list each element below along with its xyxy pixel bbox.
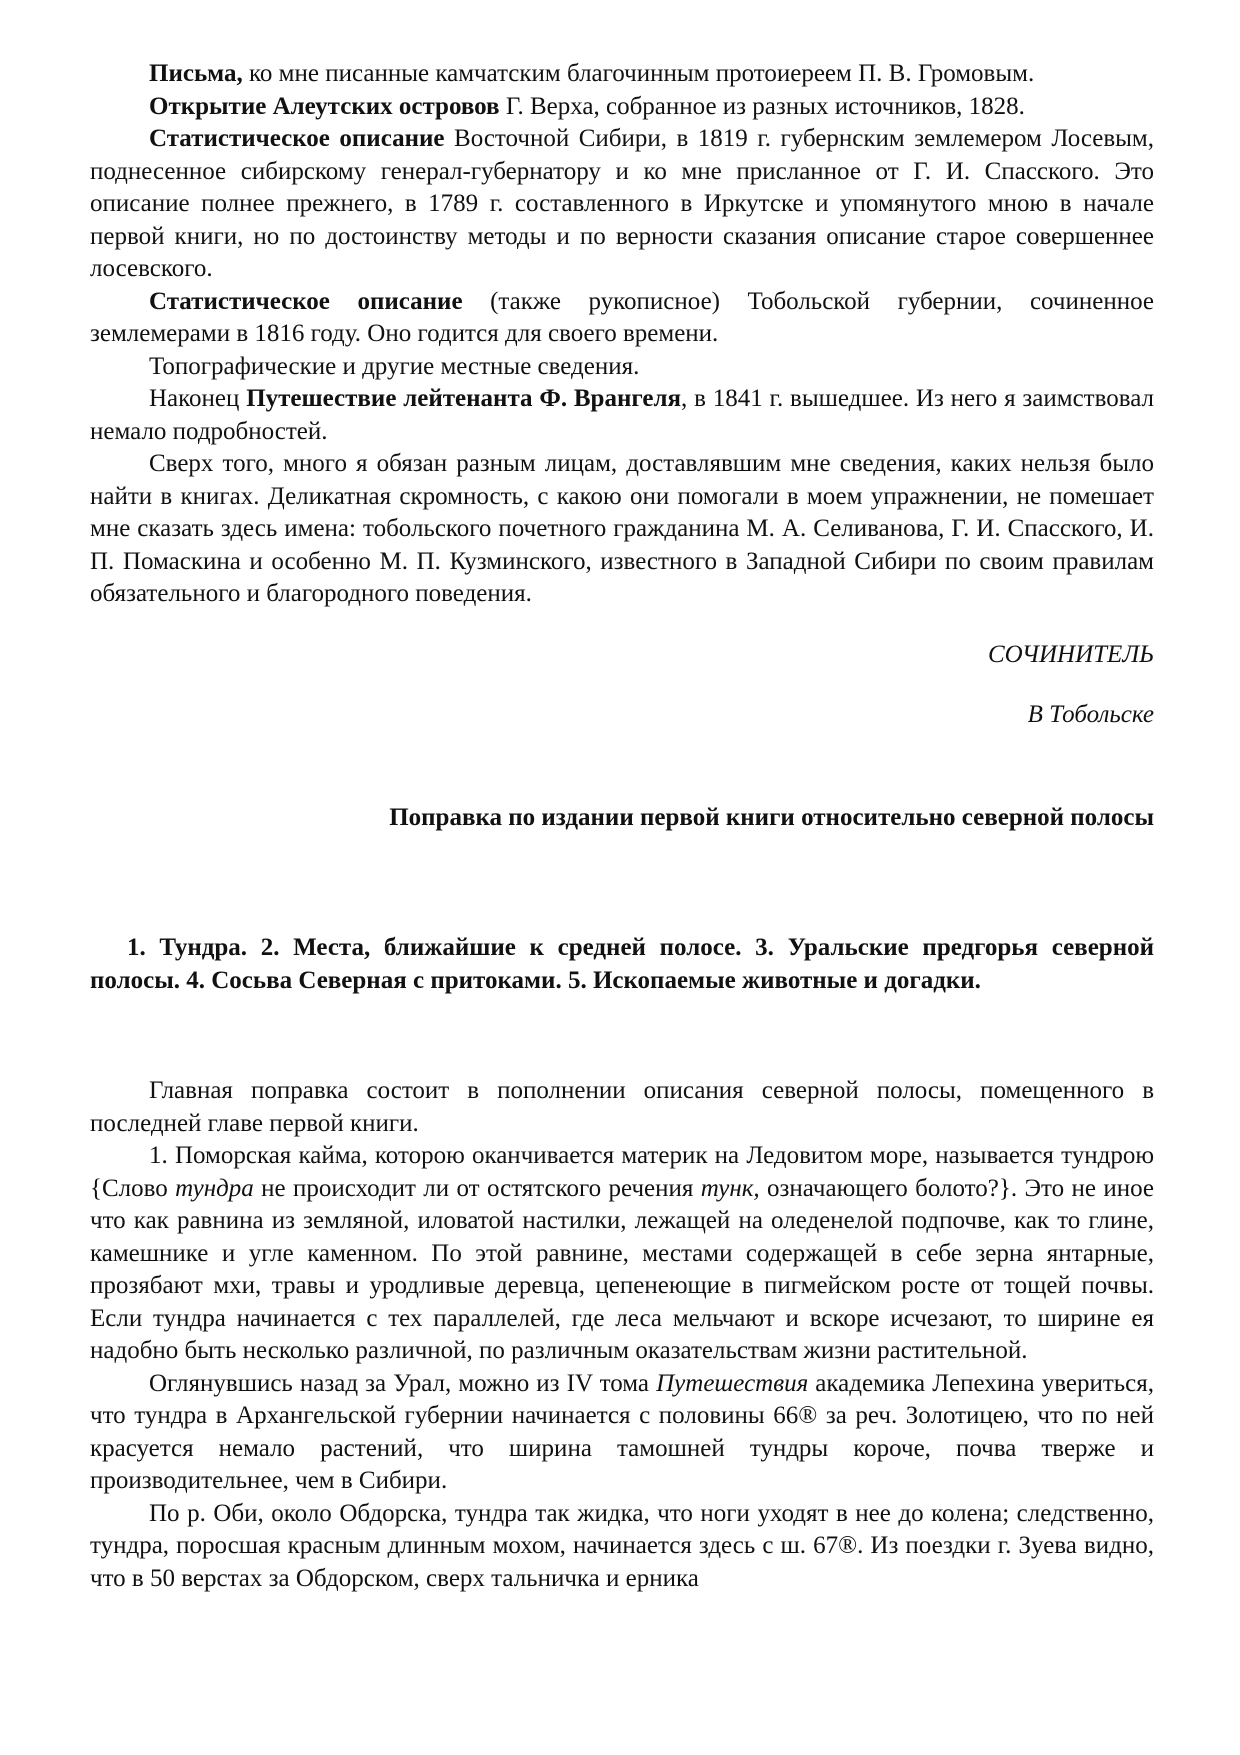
paragraph-tobolsk: Статистическое описание (также рукописное) Тобольской губернии, сочиненное землемерами в 1816 году. Оно годится для своего времени.: [90, 287, 1154, 347]
bold-phrase: Статистическое описание: [149, 287, 463, 315]
paragraph-tundra: 1. Поморская кайма, которою оканчивается материк на Ледовитом море, называется тундрою {Слово тундра не происходит ли от остятского речения тунк, означающего болото?}. Это не иное что как равнина из земляной, иловатой настилки, лежащей на оледенелой подпочве, как то глине, камешнике и угле каменном. По этой равнине, местами содержащей в себе зерна янтарные, прозябают мхи, травы и уродливые деревца, цепенеющие в пигмейском росте от тощей почвы. Если тундра начинается с тех параллелей, где леса мельчают и вскоре исчезают, то ширине ея надобно быть несколько различной, по различным оказательствам жизни растительной.: [90, 1142, 1154, 1364]
document-page: [90, 58, 1154, 1595]
bold-phrase: Путешествие лейтенанта Ф. Врангеля: [246, 385, 682, 412]
paragraph-lepekhin: Оглянувшись назад за Урал, можно из IV тома Путешествия академика Лепехина увериться, что тундра в Архангельской губернии начинается с половины 66® за реч. Золотицею, что по ней красуется немало растений, что ширина тамошней тундры короче, почва тверже и производительнее, чем в Сибири.: [90, 1369, 1154, 1494]
italic-word: тунк,: [700, 1174, 760, 1202]
paragraph-thanks: Сверх того, много я обязан разным лицам, доставлявшим мне сведения, каких нельзя было найти в книгах. Деликатная скромность, с какою они помогали в моем упражнении, не помешает мне сказать здесь имена: тобольского почетного гражданина М. А. Селиванова, Г. И. Спасского, И. П. Помаскина и особенно М. П. Кузминского, известного в Западной Сибири по своим правилам обязательного и благородного поведения.: [90, 450, 1154, 607]
paragraph-ob-river: По р. Оби, около Обдорска, тундра так жидка, что ноги уходят в нее до колена; следственно, тундра, поросшая красным длинным мохом, начинается здесь с ш. 67®. Из поездки г. Зуева видно, что в 50 верстах за Обдорском, сверх тальничка и ерника: [90, 1499, 1154, 1592]
paragraph-aleutian: Открытие Алеутских островов Г. Верха, собранное из разных источников, 1828.: [149, 92, 1025, 120]
paragraph-wrangel: Наконец Путешествие лейтенанта Ф. Врангеля, в 1841 г. вышедшее. Из него я заимствовал немало подробностей.: [90, 385, 1154, 445]
paragraph-main-correction: Главная поправка состоит в пополнении описания северной полосы, помещенного в последней главе первой книги.: [90, 1077, 1154, 1137]
signature-place: В Тобольске: [1027, 701, 1154, 728]
italic-word: тундра: [175, 1174, 254, 1202]
bold-phrase: Письма,: [149, 60, 243, 87]
section-subheading: 1. Тундра. 2. Места, ближайшие к средней полосе. 3. Уральские предгорья северной полосы. 4. Сосьва Северная с притоками. 5. Ископаемые животные и догадки.: [90, 934, 1154, 994]
signature-author: СОЧИНИТЕЛЬ: [987, 640, 1154, 668]
italic-title: Путешествия: [656, 1369, 809, 1397]
bold-phrase: Статистическое описание: [149, 125, 445, 152]
paragraph-letters: Письма, ко мне писанные камчатским благочинным протоиереем П. В. Громовым.: [149, 60, 1035, 87]
section-heading: Поправка по издании первой книги относительно северной полосы: [389, 803, 1154, 831]
paragraph-east-siberia: Статистическое описание Восточной Сибири, в 1819 г. губернским землемером Лосевым, поднесенное сибирскому генерал-губернатору и ко мне присланное от Г. И. Спасского. Это описание полнее прежнего, в 1789 г. составленного в Иркутске и упомянутого мною в начале первой книги, но по достоинству методы и по верности сказания описание старое совершеннее лосевского.: [90, 125, 1154, 282]
paragraph-topographic: Топографические и другие местные сведения.: [149, 352, 640, 380]
bold-phrase: Открытие Алеутских островов: [149, 92, 500, 120]
